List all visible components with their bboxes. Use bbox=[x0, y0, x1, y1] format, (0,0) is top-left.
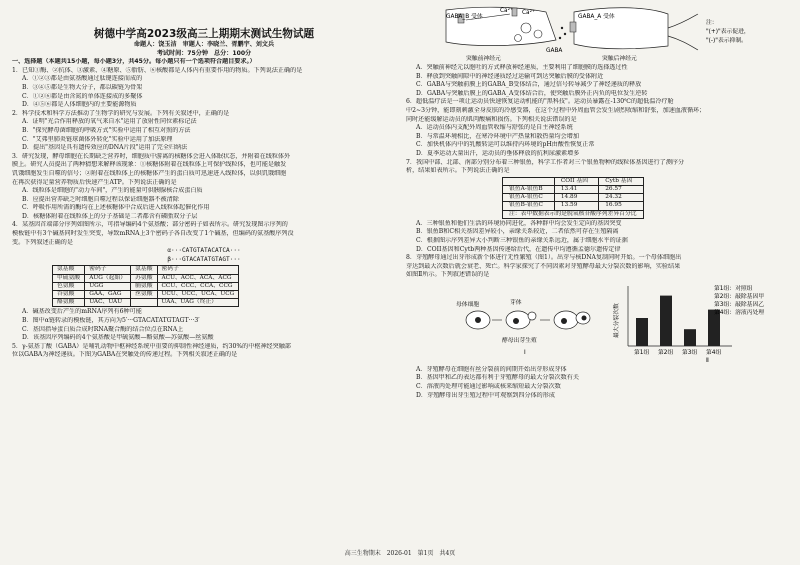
table-cell: 丝氨酸 bbox=[131, 291, 157, 299]
beta-strand: β···GTACATATGTAGT··· bbox=[167, 255, 241, 263]
presynaptic-label: 突触前神经元 bbox=[466, 56, 501, 62]
table-cell: 26.57 bbox=[599, 185, 643, 193]
alpha-strand: α···CATGTATACATCA··· bbox=[167, 247, 241, 255]
gaba-a-receptor bbox=[570, 22, 576, 32]
q3-option: D．核糖体附着在线粒体上的分子基础是二者都含有磷脂双分子层 bbox=[22, 212, 198, 220]
postsynaptic-dendrite bbox=[668, 14, 698, 50]
table-header: 氨基酸 bbox=[53, 266, 85, 274]
q7-option: A．三种银鱼和他们生活的环境协同进化，各种群中均会发生定向的基因突变 bbox=[416, 219, 622, 227]
x-tick-label: 第4组 bbox=[706, 349, 722, 356]
x-tick-label: 第3组 bbox=[682, 349, 698, 356]
q7-option: C．根据图示序列差异大小判断三种银鱼的亲缘关系远近，属于细胞水平的证据 bbox=[416, 236, 628, 244]
calcium-label: Ca²⁺ bbox=[522, 10, 535, 16]
table-header: 密码子 bbox=[157, 266, 239, 274]
gaba-label: GABA bbox=[546, 48, 563, 54]
q4-stem: 模板链中有3个碱基同时发生突变，导致mRNA上3个密码子各自改变了1个碱基，但编码的氨基酸序列没 bbox=[12, 230, 294, 238]
q7-option: B．银鱼B和C相关基因差异较小，亲缘关系较近，二者依然可存在生殖隔离 bbox=[416, 228, 619, 236]
q7-stem: 析，结果如表所示。下列说法正确的是 bbox=[406, 167, 510, 175]
table-cell: 酪氨酸 bbox=[53, 299, 85, 307]
table-cell: 银鱼A-银鱼B bbox=[503, 185, 555, 193]
synaptic-vesicle bbox=[534, 30, 542, 38]
legend-entry: 第4组：溶液丙处理 bbox=[714, 309, 765, 316]
table-cell: 13.41 bbox=[554, 185, 598, 193]
x-tick-label: 第2组 bbox=[658, 349, 674, 356]
bar-group bbox=[636, 295, 720, 345]
table-header: 密码子 bbox=[85, 266, 131, 274]
cell-nucleus bbox=[475, 317, 481, 323]
table-header bbox=[503, 177, 555, 185]
table-cell: 14.89 bbox=[554, 194, 598, 202]
q2-option: C．"艾弗里肺炎链球菌体外转化"实验中运用了加法原理 bbox=[22, 135, 173, 143]
table-cell: CCU、CCC、CCA、CCG bbox=[157, 282, 239, 290]
table-header: COII 基因 bbox=[554, 177, 598, 185]
synaptic-vesicle bbox=[515, 35, 522, 42]
gene-difference-table bbox=[502, 177, 644, 219]
q4-option: C．基因指导蛋白质合成时RNA聚合酶的结合位点在RNA上 bbox=[22, 325, 184, 333]
figure-note: "(+)"表示促进， bbox=[706, 29, 750, 35]
section-heading: 一、选择题（本题共15小题，每小题3分，共45分。每小题只有一个选项符合题目要求。） bbox=[12, 58, 256, 66]
q3-stem: 饥饿细胞发生自噬的信号；②附着在线粒体上的核糖体产生的蛋白质可迅速进入线粒体，以供饥饿细胞 bbox=[12, 169, 287, 177]
q7-stem: 7．我国中部、北部、南部分别分布着三种银鱼，科学工作者对三个银鱼物种的线粒体基因进行了测序分 bbox=[406, 158, 685, 166]
q6-stem: 中2~3分钟，能即刻刺激全身皮肤的冷感受器，在这个过程中外周血管会发生剧烈收缩和舒张，加速血液循环； bbox=[406, 106, 706, 114]
q5-stem: 5．γ-氨基丁酸（GABA）是哺乳动物中枢神经系统中重要的抑制性神经递质，约30%的中枢神经突触部 bbox=[12, 342, 291, 350]
table-cell: 脯氨酸 bbox=[131, 282, 157, 290]
q3-option: C．呼吸作用所需的酶均在上述核糖体中合成后进入线粒体起催化作用 bbox=[22, 204, 210, 212]
q4-option: B．图中α链转录的模板链，其方向为5′···GTACATATGTAGT···3′ bbox=[22, 317, 200, 325]
q4-stem: 变。下列叙述正确的是 bbox=[12, 238, 73, 246]
q1-option: D．④⑤⑥都是人体细胞内的主要能源物质 bbox=[22, 101, 137, 109]
q5-option: C．GABA与突触前膜上的GABA_B受体结合，通过信号转导减少了神经递质的释放 bbox=[416, 81, 642, 89]
bud-label: 芽体 bbox=[510, 299, 522, 306]
figure-note: 注： bbox=[706, 20, 718, 26]
synaptic-vesicle bbox=[521, 23, 531, 33]
budding-caption: 酵母出芽生殖 bbox=[502, 337, 537, 344]
q8-option: D．芽殖酵母出芽生殖过程中可观察到四分体的形成 bbox=[416, 391, 555, 399]
q5-option: A．突触前神经元以胞吐的方式释放神经递质，主要利用了细胞膜的选择透过性 bbox=[416, 64, 628, 71]
q4-option: D．该基因序列编码的4个氨基酸是甲硫氨酸—酪氨酸—苏氨酸—丝氨酸 bbox=[22, 334, 214, 342]
table-cell: 色氨酸 bbox=[53, 282, 85, 290]
table-cell: 13.59 bbox=[554, 202, 598, 210]
q7-option: D．COII基因和Cytb两种基因传递给后代，在遗传中均遵循孟德尔遗传定律 bbox=[416, 245, 621, 253]
q6-option: A．运动员体内支配外周血管收缩与舒张的是自主神经系统 bbox=[416, 124, 573, 132]
cell-nucleus bbox=[513, 318, 519, 324]
q3-stem: 膜上。研究人员提出了两种猜想来解释该现象：①核糖体附着在线粒体上可保护线粒体，也可能是触发 bbox=[12, 161, 287, 169]
table-cell: UCU、UCC、UCA、UCG bbox=[157, 291, 239, 299]
table-cell: 苏氨酸 bbox=[131, 274, 157, 282]
legend-entry: 第2组：敲除基因甲 bbox=[714, 293, 765, 300]
bar-1 bbox=[636, 318, 648, 346]
synapse-diagram bbox=[406, 6, 790, 64]
q1-option: A．①②③都是由氨基酸通过肽键连接而成的 bbox=[22, 75, 143, 83]
table-cell: 16.95 bbox=[599, 202, 643, 210]
authors-line: 命题人：饶玉洁 审题人：李晓兰、胥鹏宇、刘文兵 bbox=[133, 41, 275, 48]
gaba-molecule bbox=[564, 33, 566, 35]
page-title: 树德中学高2023级高三上期期末测试生物试题 bbox=[93, 28, 315, 40]
q4-option: A．碱基改变后产生的mRNA序列有6种可能 bbox=[22, 308, 142, 316]
gaba-molecule bbox=[559, 37, 561, 39]
table-cell: UAC、UAU bbox=[85, 299, 131, 307]
table-note: 注：表中数据表示的是脱氧核苷酸序列差异百分比 bbox=[503, 210, 644, 218]
x-tick-label: 第1组 bbox=[634, 349, 650, 356]
q5-option: D．GABA与突触后膜上的GABA_A受体结合后，使突触后膜外正内负的电位发生逆转 bbox=[416, 89, 648, 97]
figure-i-label: Ⅰ bbox=[524, 349, 526, 356]
left-column bbox=[12, 6, 396, 360]
legend-entry: 第1组：对照组 bbox=[714, 285, 753, 292]
gaba-molecule bbox=[561, 27, 563, 29]
q6-stem: 6．超低温疗法是一项让运动员快速恢复运动机能的"黑科技"。运动员暴露在-130℃的超低温冷疗舱 bbox=[406, 98, 674, 106]
table-header: Cytb 基因 bbox=[599, 177, 643, 185]
synapse-figure bbox=[406, 6, 790, 64]
q5-option: B．释放到突触间隙中的神经递质经过运输可到达突触后膜的受体附近 bbox=[416, 72, 604, 80]
q2-option: B．"探究酵母菌细胞的呼吸方式"实验中运用了相互对照的方法 bbox=[22, 126, 191, 134]
yeast-diagram bbox=[406, 280, 790, 366]
q5-stem: 位以GABA为神经递质。下图为GABA在突触处的传递过程。下列相关叙述正确的是 bbox=[12, 351, 238, 359]
table-cell: UGG bbox=[85, 282, 131, 290]
q2-option: D．提出"基因是具有遗传效应的DNA片段"运用了完全归纳法 bbox=[22, 144, 188, 152]
page-footer: 高三生物期末 2026-01 第1页 共4页 bbox=[344, 550, 456, 557]
bar-2 bbox=[660, 295, 672, 345]
codon-table bbox=[52, 265, 239, 307]
postsynaptic-label: 突触后神经元 bbox=[602, 56, 637, 62]
q8-stem: 芽达到最大次数后就会衰老、死亡。科学家探究了不同因素对芽殖酵母最大分裂次数的影响，实验结果 bbox=[406, 262, 681, 270]
mother-cell-label: 母体细胞 bbox=[456, 301, 480, 308]
figure-note: "(-)"表示抑制。 bbox=[706, 38, 747, 44]
bud bbox=[528, 312, 536, 320]
q3-stem: 3．研究发现，酵母细胞在长期缺乏营养时，细胞质中游离的核糖体会进入体眠状态，并附着在线粒体外 bbox=[12, 152, 291, 160]
cell-nucleus bbox=[582, 315, 587, 320]
q3-option: B．应提出营养缺乏时细胞自噬过程以保证细胞器不被清除 bbox=[22, 195, 179, 203]
q3-stem: 在再次获得足量营养物质后快速产生ATP。下列说法正确的是 bbox=[12, 178, 177, 186]
bar-3 bbox=[684, 329, 696, 346]
exam-info: 考试时间：75分钟 总分：100分 bbox=[156, 49, 252, 57]
calcium-label: Ca²⁺ bbox=[500, 8, 513, 14]
q8-stem: 如图Ⅱ所示。下列叙述错误的是 bbox=[406, 271, 490, 279]
table-cell: 银鱼A-银鱼C bbox=[503, 194, 555, 202]
gaba-b-label: GABA_B 受体 bbox=[446, 14, 483, 20]
y-axis-label: 最大分裂次数 bbox=[614, 303, 620, 338]
right-column bbox=[406, 6, 790, 400]
table-cell: 24.32 bbox=[599, 194, 643, 202]
table-cell: 谷氨酸 bbox=[53, 291, 85, 299]
q4-stem: 4．某基因首端部分序列如图所示，可指导编码4个氨基酸；部分密码子如表所示。研究发现图示序列的 bbox=[12, 221, 288, 229]
table-cell: AUG（起始） bbox=[85, 274, 131, 282]
cell-nucleus bbox=[561, 318, 567, 324]
q1-option: C．①②⑥都是由含氮的单体连接成的多聚体 bbox=[22, 92, 143, 100]
yeast-figure bbox=[406, 280, 790, 366]
q6-option: C．加快机体内中的乳酸转运可以维持内环境的pH由酸性恢复正常 bbox=[416, 141, 595, 149]
q1-option: B．③④⑤都是生物大分子，都以碳链为骨架 bbox=[22, 83, 143, 91]
q6-option: D．夏季运动大量出汗，运动员的垂体释放的抗利尿激素增多 bbox=[416, 149, 580, 157]
q6-option: B．与常温环境相比，在寒冷环境中产热量和散热量均会增加 bbox=[416, 132, 579, 140]
q8-option: A．芽殖酵母在细胞有丝分裂前的间期开始出芽形成芽体 bbox=[416, 365, 567, 373]
figure-ii-label: Ⅱ bbox=[706, 357, 709, 364]
table-cell: UAA、UAG（终止） bbox=[157, 299, 239, 307]
q8-stem: 8．芽殖酵母通过出芽形成新个体进行无性繁殖（图1）。出芽与核DNA复制同时开始。一个母体细胞出 bbox=[406, 254, 682, 262]
q8-option: C．溶液丙处理可能通过影响或核来缩短最大分裂次数 bbox=[416, 383, 561, 391]
table-cell: 银鱼B-银鱼C bbox=[503, 202, 555, 210]
legend-entry: 第3组：敲除基因乙 bbox=[714, 301, 765, 308]
table-header: 氨基酸 bbox=[131, 266, 157, 274]
q1-stem: 1．已知①酶、②抗体、③激素、④糖原、⑤脂肪、⑥核酸都是人体内有重要作用的物质。下列说法正确的是 bbox=[12, 66, 303, 74]
table-cell: GAA、GAG bbox=[85, 291, 131, 299]
table-cell bbox=[131, 299, 157, 307]
q6-stem: 同时还能缓解运动员的肌肉酸痛和损伤。下列相关说法错误的是 bbox=[406, 115, 577, 123]
gaba-a-label: GABA_A 受体 bbox=[578, 14, 615, 20]
table-cell: ACU、ACC、ACA、ACG bbox=[157, 274, 239, 282]
q2-stem: 2．科学技术和科学方法推动了生物学的研究与发展。下列有关叙述中，正确的是 bbox=[12, 109, 230, 117]
q8-option: B．基因甲和乙的表达都有利于芽殖酵母的最大分裂次数有关 bbox=[416, 374, 579, 382]
q2-option: A．证明"光合作用释放的氧气来自水"运用了放射性同位素标记法 bbox=[22, 118, 197, 126]
table-cell: 甲硫氨酸 bbox=[53, 274, 85, 282]
q3-option: A．线粒体是细胞的"动力车间"，产生的能量可供胰腺核合成蛋白质 bbox=[22, 187, 203, 195]
